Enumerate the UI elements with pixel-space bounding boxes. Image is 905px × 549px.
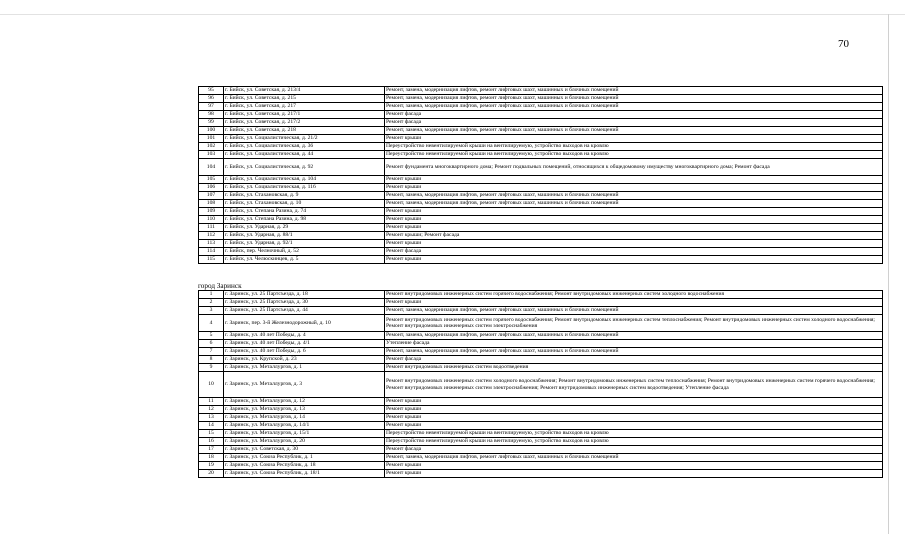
table-row xyxy=(199,256,883,264)
row-address: г. Бийск, ул. Социалистическая, д. 92 xyxy=(224,159,385,176)
row-address: г. Заринск, ул. Металлургов, д. 3 xyxy=(224,372,385,398)
biysk-table-body xyxy=(199,87,883,264)
row-address: г. Бийск, ул. Советская, д. 218 xyxy=(224,127,385,135)
row-address: г. Заринск, ул. 40 лет Победы, д. 6 xyxy=(224,348,385,356)
row-address: г. Заринск, пер. 3-й Железнодорожный, д. 10 xyxy=(224,315,385,332)
row-works: Ремонт крыши xyxy=(385,216,883,224)
row-works: Переустройство невентилируемой крыши на вентилируемую, устройство выходов на кровлю xyxy=(385,151,883,159)
row-address: г. Бийск, ул. Социалистическая, д. 21/2 xyxy=(224,135,385,143)
row-number: 7 xyxy=(199,348,224,356)
table-row xyxy=(199,232,883,240)
row-works: Ремонт, замена, модернизация лифтов, ремонт лифтовых шахт, машинных и блочных помещений xyxy=(385,95,883,103)
row-works: Ремонт крыши xyxy=(385,176,883,184)
row-number: 95 xyxy=(199,87,224,95)
row-works: Ремонт фасада xyxy=(385,356,883,364)
row-number: 114 xyxy=(199,248,224,256)
table-row xyxy=(199,127,883,135)
row-address: г. Бийск, ул. Социалистическая, д. 116 xyxy=(224,184,385,192)
row-address: г. Бийск, ул. Степана Разина, д. 74 xyxy=(224,208,385,216)
row-number: 113 xyxy=(199,240,224,248)
row-number: 10 xyxy=(199,372,224,398)
table-row xyxy=(199,135,883,143)
row-number: 9 xyxy=(199,364,224,372)
row-works: Ремонт фасада xyxy=(385,248,883,256)
row-number: 100 xyxy=(199,127,224,135)
row-address: г. Заринск, ул. Металлургов, д. 1 xyxy=(224,364,385,372)
row-address: г. Заринск, ул. 25 Партсъезда, д. 30 xyxy=(224,299,385,307)
row-works: Ремонт крыши xyxy=(385,240,883,248)
row-address: г. Бийск, ул. Советская, д. 217/2 xyxy=(224,119,385,127)
table-row xyxy=(199,462,883,470)
row-address: г. Бийск, ул. Социалистическая, д. 44 xyxy=(224,151,385,159)
row-address: г. Заринск, ул. 40 лет Победы, д. 4 xyxy=(224,332,385,340)
row-address: г. Заринск, ул. Крупской, д. 23 xyxy=(224,356,385,364)
row-number: 108 xyxy=(199,200,224,208)
row-number: 96 xyxy=(199,95,224,103)
row-works: Переустройство невентилируемой крыши на вентилируемую, устройство выходов на кровлю xyxy=(385,430,883,438)
row-address: г. Бийск, ул. Советская, д. 215 xyxy=(224,95,385,103)
row-works: Ремонт внутридомовых инженерных систем горячего водоснабжения; Ремонт внутридомовых инженерных систем холодного водоснабжения xyxy=(385,291,883,299)
row-number: 107 xyxy=(199,192,224,200)
row-number: 101 xyxy=(199,135,224,143)
row-number: 105 xyxy=(199,176,224,184)
row-works: Переустройство невентилируемой крыши на вентилируемую, устройство выходов на кровлю xyxy=(385,143,883,151)
row-works: Ремонт, замена, модернизация лифтов, ремонт лифтовых шахт, машинных и блочных помещений xyxy=(385,200,883,208)
table-row xyxy=(199,208,883,216)
row-number: 97 xyxy=(199,103,224,111)
row-address: г. Бийск, ул. Стахановская, д. 10 xyxy=(224,200,385,208)
table-row xyxy=(199,87,883,95)
zarinsk-table-body xyxy=(199,291,883,478)
row-address: г. Заринск, ул. Металлургов, д. 14/1 xyxy=(224,422,385,430)
row-number: 104 xyxy=(199,159,224,176)
row-works: Ремонт крыши; Ремонт фасада xyxy=(385,232,883,240)
table-row xyxy=(199,398,883,406)
table-row xyxy=(199,454,883,462)
table-row xyxy=(199,111,883,119)
row-works: Ремонт крыши xyxy=(385,256,883,264)
table-row xyxy=(199,364,883,372)
section-title-zarinsk: город Заринск xyxy=(198,282,242,290)
table-row xyxy=(199,192,883,200)
row-address: г. Заринск, ул. Металлургов, д. 12 xyxy=(224,398,385,406)
row-number: 17 xyxy=(199,446,224,454)
table-row xyxy=(199,119,883,127)
row-works: Ремонт крыши xyxy=(385,398,883,406)
row-address: г. Заринск, ул. 25 Партсъезда, д. 18 xyxy=(224,291,385,299)
row-works: Ремонт, замена, модернизация лифтов, ремонт лифтовых шахт, машинных и блочных помещений xyxy=(385,87,883,95)
row-number: 3 xyxy=(199,307,224,315)
row-address: г. Бийск, ул. Социалистическая, д. 36 xyxy=(224,143,385,151)
row-address: г. Бийск, ул. Советская, д. 213/4 xyxy=(224,87,385,95)
table-row xyxy=(199,356,883,364)
table-row xyxy=(199,103,883,111)
row-address: г. Заринск, ул. Металлургов, д. 15/1 xyxy=(224,430,385,438)
row-number: 16 xyxy=(199,438,224,446)
row-number: 2 xyxy=(199,299,224,307)
row-address: г. Заринск, ул. 25 Партсъезда, д. 44 xyxy=(224,307,385,315)
page-number: 70 xyxy=(838,38,849,50)
table-row xyxy=(199,240,883,248)
row-address: г. Заринск, ул. Советская, д. 30 xyxy=(224,446,385,454)
row-works: Ремонт крыши xyxy=(385,414,883,422)
row-address: г. Заринск, ул. Металлургов, д. 13 xyxy=(224,406,385,414)
scan-edge-right xyxy=(888,14,889,534)
row-works: Ремонт фасада xyxy=(385,446,883,454)
row-number: 11 xyxy=(199,398,224,406)
table-row xyxy=(199,95,883,103)
table-row xyxy=(199,176,883,184)
row-address: г. Бийск, ул. Стахановская, д. 9 xyxy=(224,192,385,200)
row-works: Ремонт крыши xyxy=(385,406,883,414)
row-address: г. Бийск, ул. Ударная, д. 88/1 xyxy=(224,232,385,240)
table-row xyxy=(199,159,883,176)
row-works: Ремонт крыши xyxy=(385,208,883,216)
row-number: 18 xyxy=(199,454,224,462)
scan-edge-top xyxy=(0,14,905,15)
row-number: 20 xyxy=(199,470,224,478)
row-address: г. Бийск, ул. Советская, д. 217/1 xyxy=(224,111,385,119)
row-works: Ремонт, замена, модернизация лифтов, ремонт лифтовых шахт, машинных и блочных помещений xyxy=(385,192,883,200)
row-works: Ремонт внутридомовых инженерных систем горячего водоснабжения; Ремонт внутридомовых инженерных систем теплоснабжения; Ремонт внутридомовых инженерных систем холодного водоснабжения; Ремонт внутридомовых инженерных систем электроснабжения xyxy=(385,315,883,332)
row-works: Ремонт, замена, модернизация лифтов, ремонт лифтовых шахт, машинных и блочных помещений xyxy=(385,348,883,356)
row-number: 14 xyxy=(199,422,224,430)
row-works: Ремонт, замена, модернизация лифтов, ремонт лифтовых шахт, машинных и блочных помещений xyxy=(385,454,883,462)
row-works: Ремонт, замена, модернизация лифтов, ремонт лифтовых шахт, машинных и блочных помещений xyxy=(385,307,883,315)
row-works: Ремонт фасада xyxy=(385,119,883,127)
table-row xyxy=(199,299,883,307)
table-row xyxy=(199,184,883,192)
row-works: Ремонт фундамента многоквартирного дома; Ремонт подвальных помещений, относящихся к общедомовому имуществу многоквартирного дома; Ремонт фасада xyxy=(385,159,883,176)
row-works: Переустройство невентилируемой крыши на вентилируемую, устройство выходов на кровлю xyxy=(385,438,883,446)
row-number: 8 xyxy=(199,356,224,364)
row-number: 106 xyxy=(199,184,224,192)
table-row xyxy=(199,151,883,159)
table-row xyxy=(199,372,883,398)
row-address: г. Заринск, ул. 40 лет Победы, д. 4/1 xyxy=(224,340,385,348)
row-works: Ремонт крыши xyxy=(385,422,883,430)
table-row xyxy=(199,430,883,438)
row-works: Ремонт крыши xyxy=(385,184,883,192)
table-row xyxy=(199,291,883,299)
row-works: Ремонт, замена, модернизация лифтов, ремонт лифтовых шахт, машинных и блочных помещений xyxy=(385,332,883,340)
row-works: Ремонт крыши xyxy=(385,224,883,232)
row-number: 98 xyxy=(199,111,224,119)
table-row xyxy=(199,200,883,208)
table-row xyxy=(199,248,883,256)
row-number: 5 xyxy=(199,332,224,340)
zarinsk-table xyxy=(198,290,883,478)
row-address: г. Заринск, ул. Металлургов, д. 20 xyxy=(224,438,385,446)
row-number: 12 xyxy=(199,406,224,414)
row-number: 13 xyxy=(199,414,224,422)
row-works: Ремонт крыши xyxy=(385,470,883,478)
row-number: 1 xyxy=(199,291,224,299)
table-row xyxy=(199,224,883,232)
row-works: Утепление фасада xyxy=(385,340,883,348)
row-works: Ремонт внутридомовых инженерных систем холодного водоснабжения; Ремонт внутридомовых инженерных систем теплоснабжения; Ремонт внутридомовых инженерных систем горячего водоснабжения; Ремонт внутридомовых инженерных систем электроснабжения; Ремонт внутридомовых инженерных систем водоотведения; Утепление фасада xyxy=(385,372,883,398)
row-address: г. Заринск, ул. Союза Республик, д. 18/1 xyxy=(224,470,385,478)
row-address: г. Заринск, ул. Союза Республик, д. 1 xyxy=(224,454,385,462)
table-row xyxy=(199,143,883,151)
row-works: Ремонт крыши xyxy=(385,135,883,143)
row-works: Ремонт фасада xyxy=(385,111,883,119)
table-row xyxy=(199,340,883,348)
row-address: г. Заринск, ул. Металлургов, д. 14 xyxy=(224,414,385,422)
row-address: г. Бийск, ул. Степана Разина, д. 98 xyxy=(224,216,385,224)
table-row xyxy=(199,470,883,478)
row-works: Ремонт крыши xyxy=(385,462,883,470)
row-address: г. Бийск, ул. Ударная, д. 29 xyxy=(224,224,385,232)
row-address: г. Заринск, ул. Союза Республик, д. 18 xyxy=(224,462,385,470)
table-row xyxy=(199,348,883,356)
row-works: Ремонт внутридомовых инженерных систем водоотведения xyxy=(385,364,883,372)
row-address: г. Бийск, ул. Ударная, д. 92/1 xyxy=(224,240,385,248)
row-number: 99 xyxy=(199,119,224,127)
row-number: 103 xyxy=(199,151,224,159)
table-row xyxy=(199,406,883,414)
row-works: Ремонт, замена, модернизация лифтов, ремонт лифтовых шахт, машинных и блочных помещений xyxy=(385,127,883,135)
row-number: 111 xyxy=(199,224,224,232)
row-number: 6 xyxy=(199,340,224,348)
row-number: 109 xyxy=(199,208,224,216)
row-address: г. Бийск, ул. Социалистическая, д. 104 xyxy=(224,176,385,184)
row-number: 15 xyxy=(199,430,224,438)
table-row xyxy=(199,315,883,332)
table-row xyxy=(199,422,883,430)
row-address: г. Бийск, ул. Советская, д. 217 xyxy=(224,103,385,111)
row-number: 4 xyxy=(199,315,224,332)
row-works: Ремонт крыши xyxy=(385,299,883,307)
row-address: г. Бийск, ул. Челюскинцев, д. 5 xyxy=(224,256,385,264)
row-number: 19 xyxy=(199,462,224,470)
table-row xyxy=(199,438,883,446)
row-number: 110 xyxy=(199,216,224,224)
table-row xyxy=(199,414,883,422)
biysk-table xyxy=(198,86,883,264)
table-row xyxy=(199,307,883,315)
row-number: 115 xyxy=(199,256,224,264)
row-number: 112 xyxy=(199,232,224,240)
row-works: Ремонт, замена, модернизация лифтов, ремонт лифтовых шахт, машинных и блочных помещений xyxy=(385,103,883,111)
table-row xyxy=(199,216,883,224)
row-address: г. Бийск, пер. Челночный, д. 52 xyxy=(224,248,385,256)
table-row xyxy=(199,332,883,340)
row-number: 102 xyxy=(199,143,224,151)
table-row xyxy=(199,446,883,454)
